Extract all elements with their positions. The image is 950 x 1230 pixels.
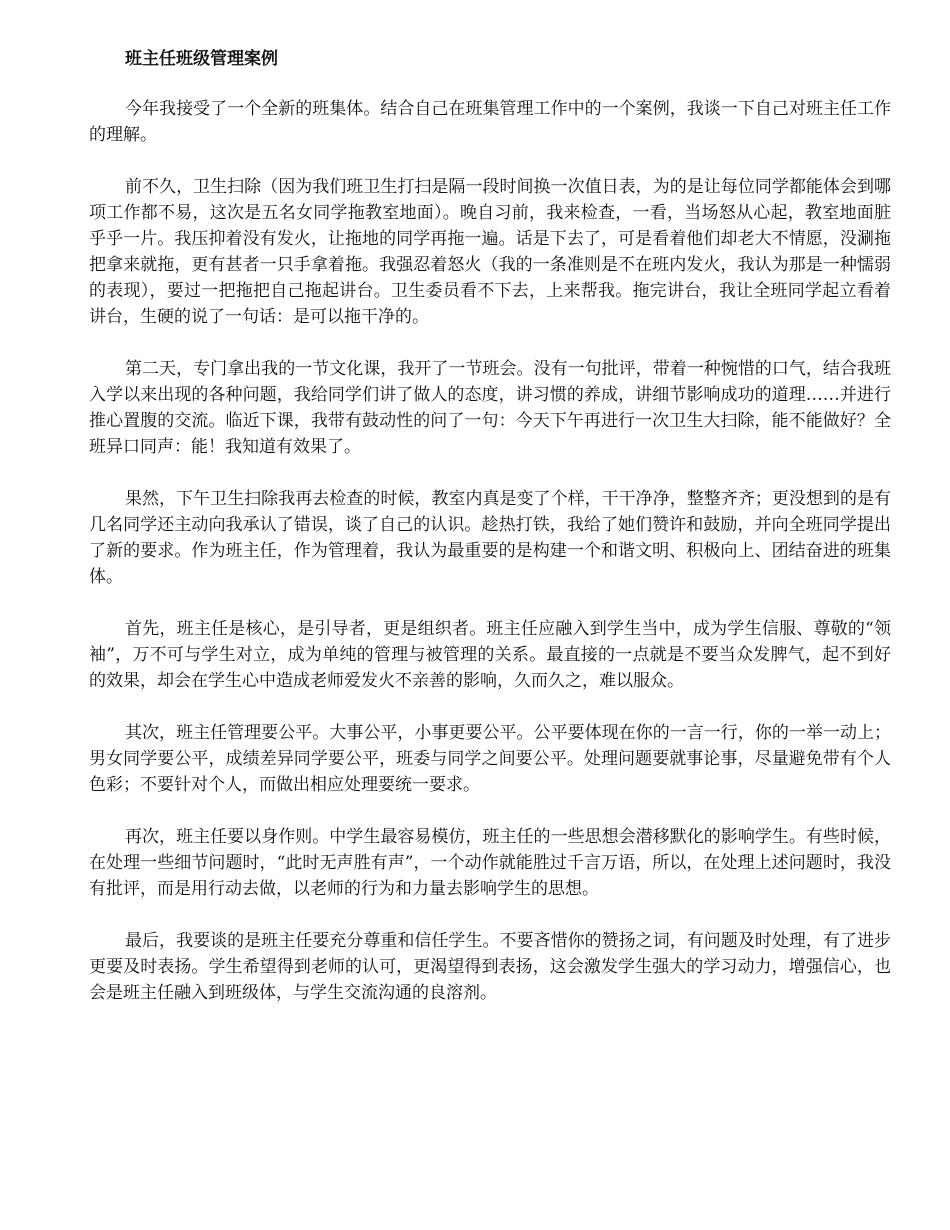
paragraph-result: 果然，下午卫生扫除我再去检查的时候，教室内真是变了个样，干干净净，整整齐齐；更没想到的是有几名同学还主动向我承认了错误，谈了自己的认识。趁热打铁，我给了她们赞许和鼓励，并向全班同学提出了新的要求。作为班主任，作为管理着，我认为最重要的是构建一个和谐文明、积极向上、团结奋进的班集体。 [89, 489, 891, 587]
paragraph-case: 前不久，卫生扫除（因为我们班卫生打扫是隔一段时间换一次值日表，为的是让每位同学都能体会到哪项工作都不易，这次是五名女同学拖教室地面）。晚自习前，我来检查，一看，当场怒从心起，教室地面脏乎乎一片。我压抑着没有发火，让拖地的同学再拖一遍。话是下去了，可是看着他们却老大不情愿，没涮拖把拿来就拖，更有甚者一只手拿着拖。我强忍着怒火（我的一条准则是不在班内发火，我认为那是一种懦弱的表现），要过一把拖把自己拖起讲台。卫生委员看不下去，上来帮我。拖完讲台，我让全班同学起立看着讲台，生硬的说了一句话：是可以拖干净的。 [89, 177, 891, 327]
paragraph-first: 首先，班主任是核心，是引导者，更是组织者。班主任应融入到学生当中，成为学生信服、尊敬的“领袖”，万不可与学生对立，成为单纯的管理与被管理的关系。最直接的一点就是不要当众发脾气，起不到好的效果，却会在学生心中造成老师爱发火不亲善的影响，久而久之，难以服众。 [89, 619, 891, 691]
paragraph-last: 最后，我要谈的是班主任要充分尊重和信任学生。不要吝惜你的赞扬之词，有问题及时处理，有了进步更要及时表扬。学生希望得到老师的认可，更渴望得到表扬，这会激发学生强大的学习动力，增强信心，也会是班主任融入到班级体，与学生交流沟通的良溶剂。 [89, 931, 891, 1003]
paragraph-class-meeting: 第二天，专门拿出我的一节文化课，我开了一节班会。没有一句批评，带着一种惋惜的口气，结合我班入学以来出现的各种问题，我给同学们讲了做人的态度，讲习惯的养成，讲细节影响成功的道理……并进行推心置腹的交流。临近下课，我带有鼓动性的问了一句：今天下午再进行一次卫生大扫除，能不能做好？全班异口同声：能！我知道有效果了。 [89, 359, 891, 457]
paragraph-intro: 今年我接受了一个全新的班集体。结合自己在班集管理工作中的一个案例，我谈一下自己对班主任工作的理解。 [89, 99, 891, 145]
document-page [89, 46, 891, 1032]
paragraph-second: 其次，班主任管理要公平。大事公平，小事更要公平。公平要体现在你的一言一行，你的一举一动上；男女同学要公平，成绩差异同学要公平，班委与同学之间要公平。处理问题要就事论事，尽量避免带有个人色彩；不要针对个人，而做出相应处理要统一要求。 [89, 723, 891, 795]
paragraph-third: 再次，班主任要以身作则。中学生最容易模仿，班主任的一些思想会潜移默化的影响学生。有些时候，在处理一些细节问题时，“此时无声胜有声”，一个动作就能胜过千言万语，所以，在处理上述问题时，我没有批评，而是用行动去做，以老师的行为和力量去影响学生的思想。 [89, 827, 891, 899]
document-title: 班主任班级管理案例 [125, 49, 278, 69]
